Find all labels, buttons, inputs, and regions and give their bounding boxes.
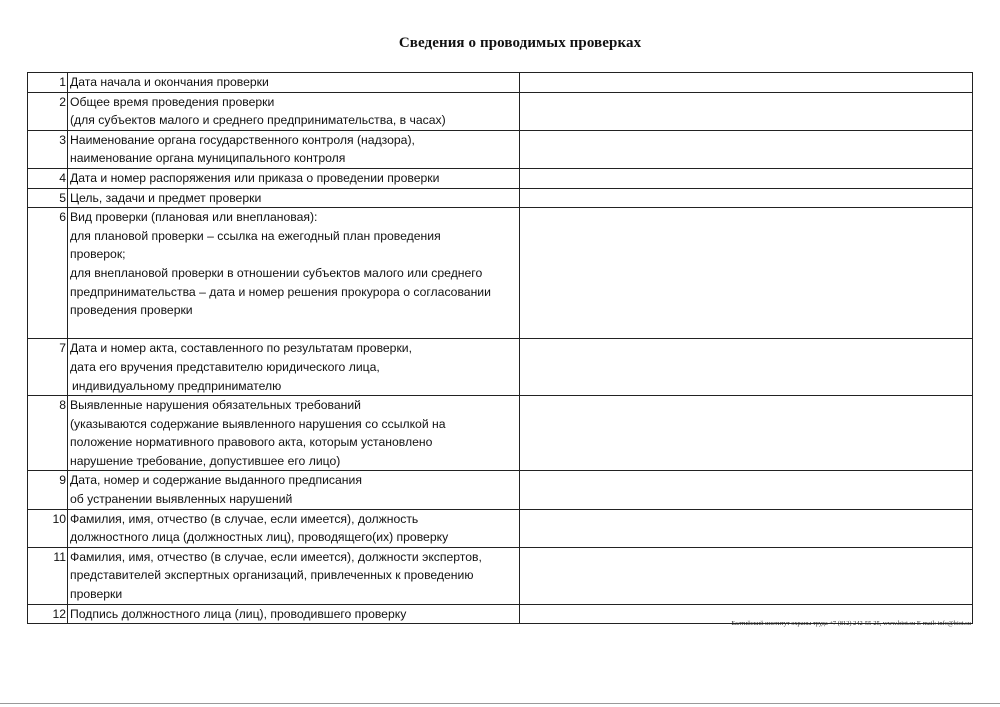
footer-contacts: Балтийский институт охраны труда +7 (812) 242-55-25, www.biot.su E-mail: info@biot.su	[731, 620, 971, 627]
row-description	[68, 92, 520, 130]
description-line: Подпись должностного лица (лиц), проводившего проверку	[70, 606, 407, 621]
row-number: 8	[28, 396, 68, 471]
description-line: предпринимательства – дата и номер решения прокурора о согласовании	[70, 284, 491, 299]
description-line: об устранении выявленных нарушений	[70, 492, 293, 507]
row-number: 10	[28, 509, 68, 547]
description-line: представителей экспертных организаций, привлеченных к проведению	[70, 568, 474, 583]
row-description	[68, 73, 520, 93]
description-line: Дата и номер распоряжения или приказа о проведении проверки	[70, 170, 440, 185]
inspection-table	[27, 72, 973, 624]
description-line: Дата, номер и содержание выданного предписания	[70, 473, 362, 488]
table-row	[28, 471, 973, 509]
row-description	[68, 339, 520, 396]
description-line: Наименование органа государственного контроля (надзора),	[70, 132, 415, 147]
row-description	[68, 604, 520, 624]
row-number: 7	[28, 339, 68, 396]
table-row	[28, 168, 973, 188]
page-title: Сведения о проводимых проверках	[398, 35, 642, 51]
table-row	[28, 130, 973, 168]
description-line: для внеплановой проверки в отношении субъектов малого или среднего	[70, 265, 483, 280]
table-body	[28, 73, 973, 624]
row-value-field[interactable]	[520, 509, 973, 547]
description-line: нарушение требование, допустившее его лицо)	[70, 453, 341, 468]
row-number: 11	[28, 547, 68, 604]
description-line: Дата начала и окончания проверки	[70, 75, 269, 89]
description-line: Дата и номер акта, составленного по результатам проверки,	[70, 341, 412, 356]
row-number: 3	[28, 130, 68, 168]
row-value-field[interactable]	[520, 547, 973, 604]
row-number: 12	[28, 604, 68, 624]
description-line: Выявленные нарушения обязательных требований	[70, 398, 361, 413]
description-line: Цель, задачи и предмет проверки	[70, 190, 262, 205]
table-row	[28, 73, 973, 93]
table-row	[28, 396, 973, 471]
row-value-field[interactable]	[520, 208, 973, 339]
row-description	[68, 168, 520, 188]
description-line: должностного лица (должностных лиц), проводящего(их) проверку	[70, 530, 449, 545]
table-row	[28, 188, 973, 208]
row-description	[68, 509, 520, 547]
page-bottom-rule	[0, 703, 1000, 704]
description-line	[70, 320, 519, 339]
description-line: (для субъектов малого и среднего предпринимательства, в часах)	[70, 113, 446, 128]
description-line: проверки	[70, 587, 123, 602]
row-description	[68, 208, 520, 339]
row-number: 2	[28, 92, 68, 130]
description-line: для плановой проверки – ссылка на ежегодный план проведения	[70, 228, 441, 243]
description-line: Общее время проведения проверки	[70, 94, 275, 109]
table-row	[28, 509, 973, 547]
description-line: дата его вручения представителю юридического лица,	[70, 359, 380, 374]
row-number: 5	[28, 188, 68, 208]
row-value-field[interactable]	[520, 73, 973, 93]
row-value-field[interactable]	[520, 92, 973, 130]
table-row	[28, 339, 973, 396]
description-line: Вид проверки (плановая или внеплановая):	[70, 210, 318, 225]
row-value-field[interactable]	[520, 396, 973, 471]
description-line: наименование органа муниципального контроля	[70, 151, 346, 166]
description-line: проверок;	[70, 247, 126, 262]
row-description	[68, 188, 520, 208]
row-number: 4	[28, 168, 68, 188]
description-line: Фамилия, имя, отчество (в случае, если имеется), должность	[70, 511, 419, 526]
row-description	[68, 130, 520, 168]
row-value-field[interactable]	[520, 168, 973, 188]
description-line: положение нормативного правового акта, которым установлено	[70, 435, 433, 450]
row-description	[68, 396, 520, 471]
description-line: (указываются содержание выявленного нарушения со ссылкой на	[70, 416, 446, 431]
row-value-field[interactable]	[520, 130, 973, 168]
table-row	[28, 547, 973, 604]
row-number: 9	[28, 471, 68, 509]
row-value-field[interactable]	[520, 188, 973, 208]
description-line: индивидуальному предпринимателю	[72, 378, 282, 393]
description-line: Фамилия, имя, отчество (в случае, если имеется), должности экспертов,	[70, 549, 482, 564]
row-number: 1	[28, 73, 68, 93]
table-row	[28, 92, 973, 130]
table-row	[28, 208, 973, 339]
row-value-field[interactable]	[520, 339, 973, 396]
row-number: 6	[28, 208, 68, 339]
row-value-field[interactable]	[520, 471, 973, 509]
row-description	[68, 547, 520, 604]
row-description	[68, 471, 520, 509]
description-line: проведения проверки	[70, 303, 193, 318]
